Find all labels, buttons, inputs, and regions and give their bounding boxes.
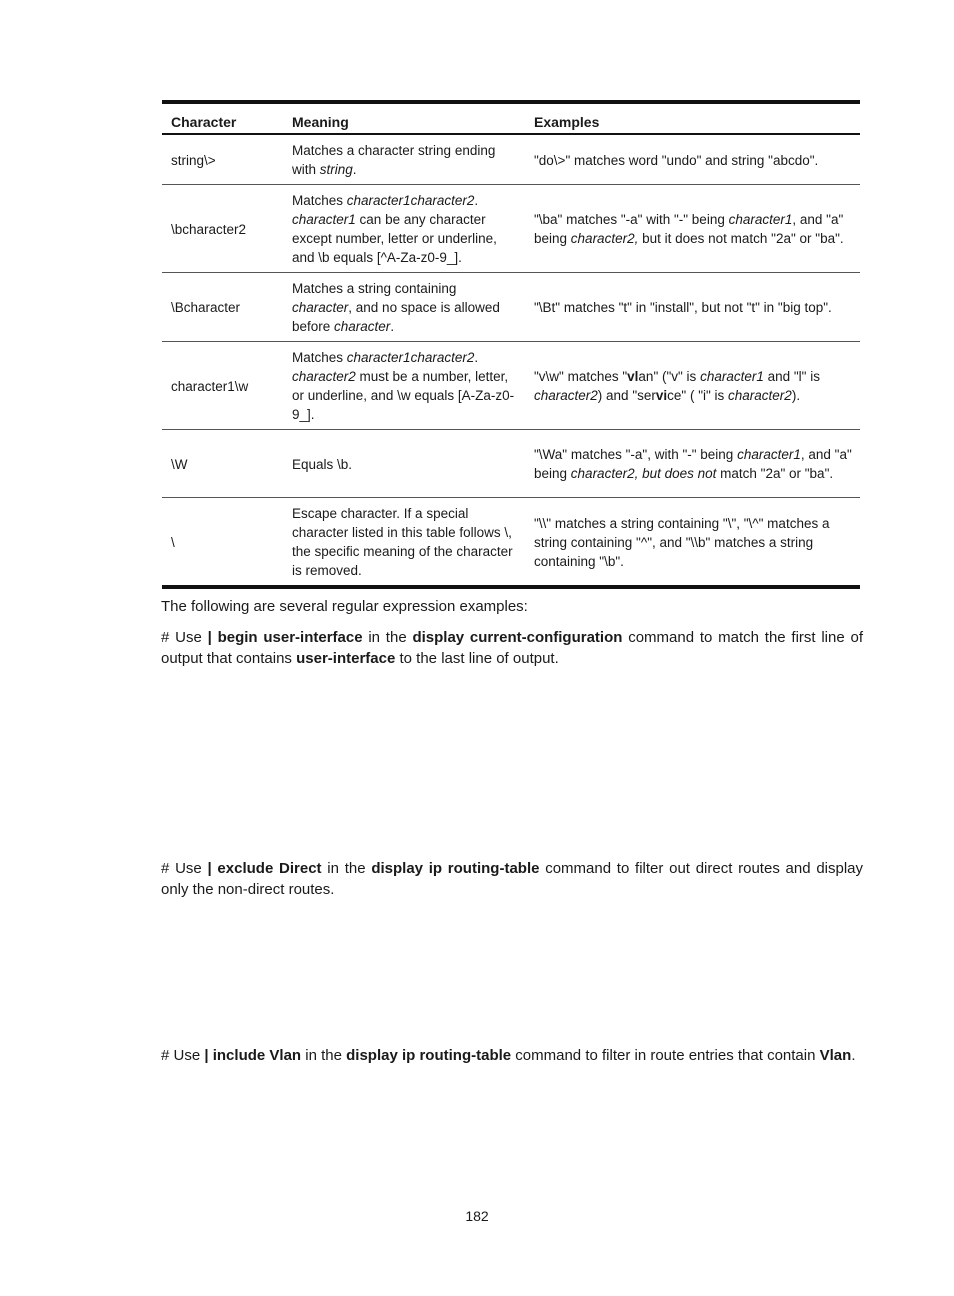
regex-character-table <box>162 100 860 589</box>
cell-examples: "\\" matches a string containing "\", "\^" matches a string containing "^", and "\\b" matches a string containing "\b". <box>534 515 830 569</box>
table-row <box>162 185 860 273</box>
cell-meaning: Escape character. If a special character listed in this table follows \, the specific meaning of the character is removed. <box>292 506 513 578</box>
cell-examples: "v\w" matches "vlan" ("v" is character1 and "l" is character2) and "service" ( "i" is character2). <box>534 369 820 403</box>
header-character: Character <box>171 114 237 130</box>
cell-character: \bcharacter2 <box>171 221 247 237</box>
cell-meaning: Equals \b. <box>292 456 353 472</box>
cell-meaning: Matches a character string ending with string. <box>292 143 496 177</box>
example-begin-paragraph: # Use | begin user-interface in the display current-configuration command to match the first line of output that contains user-interface to the last line of output. <box>161 629 863 667</box>
table-header-row <box>162 102 860 134</box>
cell-character: string\> <box>171 152 216 168</box>
table-row <box>162 498 860 588</box>
cell-character: character1\w <box>171 378 249 394</box>
cell-examples: "do\>" matches word "undo" and string "abcdo". <box>534 152 819 168</box>
table-row <box>162 342 860 430</box>
cell-character: \W <box>171 456 188 472</box>
table-row <box>162 273 860 342</box>
cell-examples: "\Wa" matches "-a", with "-" being character1, and "a" being character2, but does not match "2a" or "ba". <box>534 447 852 481</box>
table-row <box>162 430 860 498</box>
cell-character: \ <box>171 534 175 550</box>
cell-meaning: Matches a string containing character, and no space is allowed before character. <box>292 281 500 334</box>
intro-paragraph: The following are several regular expression examples: <box>161 598 528 615</box>
cell-meaning: Matches character1character2. character2 must be a number, letter, or underline, and \w equals [A-Za-z0-9_]. <box>292 350 515 422</box>
cell-examples: "\ba" matches "-a" with "-" being character1, and "a" being character2, but it does not match "2a" or "ba". <box>534 212 844 246</box>
cell-meaning: Matches character1character2. character1 can be any character except number, letter or underline, and \b equals [^A-Za-z0-9_]. <box>292 193 497 265</box>
cell-examples: "\Bt" matches "t" in "install", but not "t" in "big top". <box>534 300 832 315</box>
header-examples: Examples <box>534 114 600 130</box>
example-exclude-paragraph: # Use | exclude Direct in the display ip routing-table command to filter out direct routes and display only the non-direct routes. <box>161 860 864 898</box>
cell-character: \Bcharacter <box>171 300 241 315</box>
example-include-paragraph: # Use | include Vlan in the display ip routing-table command to filter in route entries that contain Vlan. <box>161 1047 856 1064</box>
page-number: 182 <box>465 1208 489 1224</box>
header-meaning: Meaning <box>292 114 349 130</box>
table-row <box>162 134 860 185</box>
